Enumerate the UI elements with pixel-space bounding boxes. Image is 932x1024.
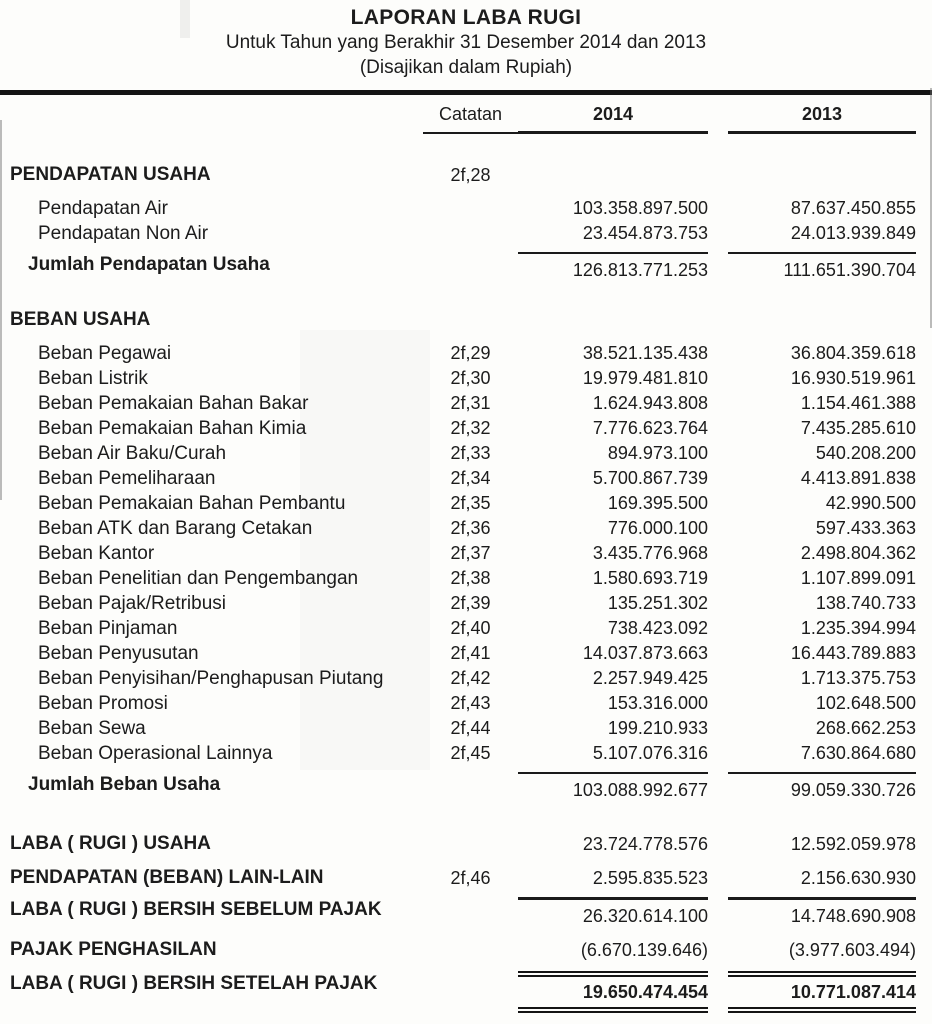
row-label: Pendapatan Air xyxy=(38,198,168,219)
row-value-2014: 23.454.873.753 xyxy=(582,223,708,243)
table-row xyxy=(0,441,932,466)
row-label: Jumlah Beban Usaha xyxy=(28,774,221,795)
row-value-2013: 1.154.461.388 xyxy=(800,393,916,413)
row-value-2013: 42.990.500 xyxy=(825,493,916,513)
row-value-2014: 2.595.835.523 xyxy=(592,868,708,888)
row-label: Jumlah Pendapatan Usaha xyxy=(28,254,270,275)
row-value-2013: 597.433.363 xyxy=(815,518,916,538)
table-row xyxy=(0,591,932,616)
row-label: Beban Pegawai xyxy=(38,343,172,364)
row-value-2013: 7.435.285.610 xyxy=(800,418,916,438)
row-label: Beban Operasional Lainnya xyxy=(38,743,273,764)
row-value-2013: 7.630.864.680 xyxy=(800,743,916,763)
row-note: 2f,44 xyxy=(450,718,491,738)
table-row-grand-total xyxy=(0,971,932,1013)
row-note: 2f,38 xyxy=(450,568,491,588)
row-label: PENDAPATAN (BEBAN) LAIN-LAIN xyxy=(10,867,324,888)
row-value-2013: 268.662.253 xyxy=(815,718,916,738)
row-value-2014 xyxy=(518,162,708,188)
table-row xyxy=(0,691,932,716)
row-label: LABA ( RUGI ) USAHA xyxy=(10,833,211,854)
row-value-2014: 103.358.897.500 xyxy=(572,198,708,218)
row-value-2014: 5.700.867.739 xyxy=(592,468,708,488)
table-row-summary xyxy=(0,831,932,857)
document-title: LAPORAN LABA RUGI xyxy=(350,6,582,29)
table-row xyxy=(0,341,932,366)
row-value-2013: 2.156.630.930 xyxy=(800,868,916,888)
row-note: 2f,46 xyxy=(450,868,491,888)
row-note xyxy=(423,252,518,283)
table-row xyxy=(0,666,932,691)
row-value-2013: 1.713.375.753 xyxy=(800,668,916,688)
row-note xyxy=(423,971,518,1013)
row-value-2014: 169.395.500 xyxy=(607,493,708,513)
row-note xyxy=(423,772,518,803)
table-row xyxy=(0,566,932,591)
row-value-2014: 1.580.693.719 xyxy=(592,568,708,588)
row-value-2013: 1.235.394.994 xyxy=(800,618,916,638)
row-note xyxy=(423,831,518,857)
column-header-catatan: Catatan xyxy=(423,101,518,134)
row-value-2013 xyxy=(728,307,916,333)
row-value-2014: 14.037.873.663 xyxy=(582,643,708,663)
row-label: PAJAK PENGHASILAN xyxy=(10,939,217,960)
row-label: Beban Air Baku/Curah xyxy=(38,443,227,464)
row-value-2013: 10.771.087.414 xyxy=(728,971,916,1013)
row-value-2014: 7.776.623.764 xyxy=(592,418,708,438)
row-value-2014: 3.435.776.968 xyxy=(592,543,708,563)
row-value-2013: 99.059.330.726 xyxy=(728,772,916,803)
row-label: Beban Pinjaman xyxy=(38,618,178,639)
row-value-2014: 19.979.481.810 xyxy=(582,368,708,388)
row-label: Beban ATK dan Barang Cetakan xyxy=(38,518,313,539)
row-value-2013 xyxy=(728,162,916,188)
row-note xyxy=(423,221,518,246)
row-label: Pendapatan Non Air xyxy=(38,223,209,244)
table-row-total xyxy=(0,772,932,803)
row-label: Beban Pemakaian Bahan Pembantu xyxy=(38,493,346,514)
row-value-2014: 38.521.135.438 xyxy=(582,343,708,363)
row-label: Beban Sewa xyxy=(38,718,146,739)
row-note: 2f,36 xyxy=(450,518,491,538)
row-note xyxy=(423,937,518,963)
row-value-2013: 87.637.450.855 xyxy=(790,198,916,218)
column-header-2013: 2013 xyxy=(728,101,916,134)
table-row xyxy=(0,516,932,541)
row-note xyxy=(423,897,518,929)
column-header-empty xyxy=(10,101,423,134)
row-label: Beban Pemeliharaan xyxy=(38,468,216,489)
row-note: 2f,40 xyxy=(450,618,491,638)
row-label: Beban Pemakaian Bahan Kimia xyxy=(38,418,307,439)
row-label: Beban Pemakaian Bahan Bakar xyxy=(38,393,309,414)
row-value-2014: 26.320.614.100 xyxy=(518,897,708,929)
row-value-2014: 5.107.076.316 xyxy=(592,743,708,763)
row-label: Beban Penyusutan xyxy=(38,643,199,664)
row-value-2014 xyxy=(518,307,708,333)
row-value-2014: 2.257.949.425 xyxy=(592,668,708,688)
row-note: 2f,39 xyxy=(450,593,491,613)
header-rule xyxy=(0,90,932,95)
document-header xyxy=(0,0,932,80)
row-value-2013: 1.107.899.091 xyxy=(800,568,916,588)
row-note: 2f,32 xyxy=(450,418,491,438)
row-value-2014: 738.423.092 xyxy=(607,618,708,638)
row-value-2013: 24.013.939.849 xyxy=(790,223,916,243)
document-period: Untuk Tahun yang Berakhir 31 Desember 2014 dan 2013 xyxy=(225,32,707,53)
row-value-2013: 540.208.200 xyxy=(815,443,916,463)
row-value-2013: 111.651.390.704 xyxy=(728,252,916,283)
row-value-2013: 16.930.519.961 xyxy=(790,368,916,388)
row-value-2013: 2.498.804.362 xyxy=(800,543,916,563)
row-note: 2f,30 xyxy=(450,368,491,388)
row-value-2014: 135.251.302 xyxy=(607,593,708,613)
row-label: Beban Kantor xyxy=(38,543,155,564)
row-value-2014: 153.316.000 xyxy=(607,693,708,713)
table-row-summary xyxy=(0,865,932,891)
row-value-2014: 199.210.933 xyxy=(607,718,708,738)
row-note: 2f,43 xyxy=(450,693,491,713)
row-value-2013: 16.443.789.883 xyxy=(790,643,916,663)
row-value-2013: 36.804.359.618 xyxy=(790,343,916,363)
column-header-2014: 2014 xyxy=(518,101,708,134)
table-row xyxy=(0,541,932,566)
row-value-2013: 4.413.891.838 xyxy=(800,468,916,488)
table-row xyxy=(0,741,932,766)
row-note: 2f,29 xyxy=(450,343,491,363)
row-value-2014: 894.973.100 xyxy=(607,443,708,463)
document-currency-note: (Disajikan dalam Rupiah) xyxy=(359,57,573,78)
row-value-2014: 126.813.771.253 xyxy=(518,252,708,283)
row-note xyxy=(423,307,518,333)
table-row xyxy=(0,641,932,666)
row-label: LABA ( RUGI ) BERSIH SEBELUM PAJAK xyxy=(10,899,382,920)
row-value-2014: 19.650.474.454 xyxy=(518,971,708,1013)
row-note: 2f,41 xyxy=(450,643,491,663)
table-row xyxy=(0,416,932,441)
table-row-summary xyxy=(0,897,932,929)
row-label: Beban Promosi xyxy=(38,693,168,714)
table-row-section xyxy=(0,162,932,188)
table-row xyxy=(0,366,932,391)
row-note: 2f,31 xyxy=(450,393,491,413)
row-label: PENDAPATAN USAHA xyxy=(10,164,211,185)
table-row-section xyxy=(0,307,932,333)
row-value-2014: 1.624.943.808 xyxy=(592,393,708,413)
row-label: Beban Pajak/Retribusi xyxy=(38,593,226,614)
row-note: 2f,45 xyxy=(450,743,491,763)
row-value-2013: 12.592.059.978 xyxy=(790,834,916,854)
row-label: LABA ( RUGI ) BERSIH SETELAH PAJAK xyxy=(10,973,378,994)
table-header-row xyxy=(0,101,932,134)
table-row xyxy=(0,391,932,416)
row-label: Beban Penelitian dan Pengembangan xyxy=(38,568,359,589)
row-label: Beban Penyisihan/Penghapusan Piutang xyxy=(38,668,384,689)
row-note: 2f,28 xyxy=(450,165,491,185)
row-note: 2f,35 xyxy=(450,493,491,513)
row-value-2014: 23.724.778.576 xyxy=(582,834,708,854)
row-value-2013: 14.748.690.908 xyxy=(728,897,916,929)
row-note: 2f,33 xyxy=(450,443,491,463)
table-row xyxy=(0,616,932,641)
table-row xyxy=(0,716,932,741)
row-note xyxy=(423,196,518,221)
table-row-total xyxy=(0,252,932,283)
table-row xyxy=(0,466,932,491)
row-value-2014: 103.088.992.677 xyxy=(518,772,708,803)
row-value-2013: (3.977.603.494) xyxy=(788,940,916,960)
table-row-summary xyxy=(0,937,932,963)
row-note: 2f,37 xyxy=(450,543,491,563)
table-row xyxy=(0,196,932,221)
row-value-2013: 138.740.733 xyxy=(815,593,916,613)
table-row xyxy=(0,491,932,516)
table-row xyxy=(0,221,932,246)
row-note: 2f,42 xyxy=(450,668,491,688)
row-value-2014: (6.670.139.646) xyxy=(580,940,708,960)
row-label: BEBAN USAHA xyxy=(10,309,151,330)
row-label: Beban Listrik xyxy=(38,368,148,389)
row-value-2014: 776.000.100 xyxy=(607,518,708,538)
row-note: 2f,34 xyxy=(450,468,491,488)
row-value-2013: 102.648.500 xyxy=(815,693,916,713)
